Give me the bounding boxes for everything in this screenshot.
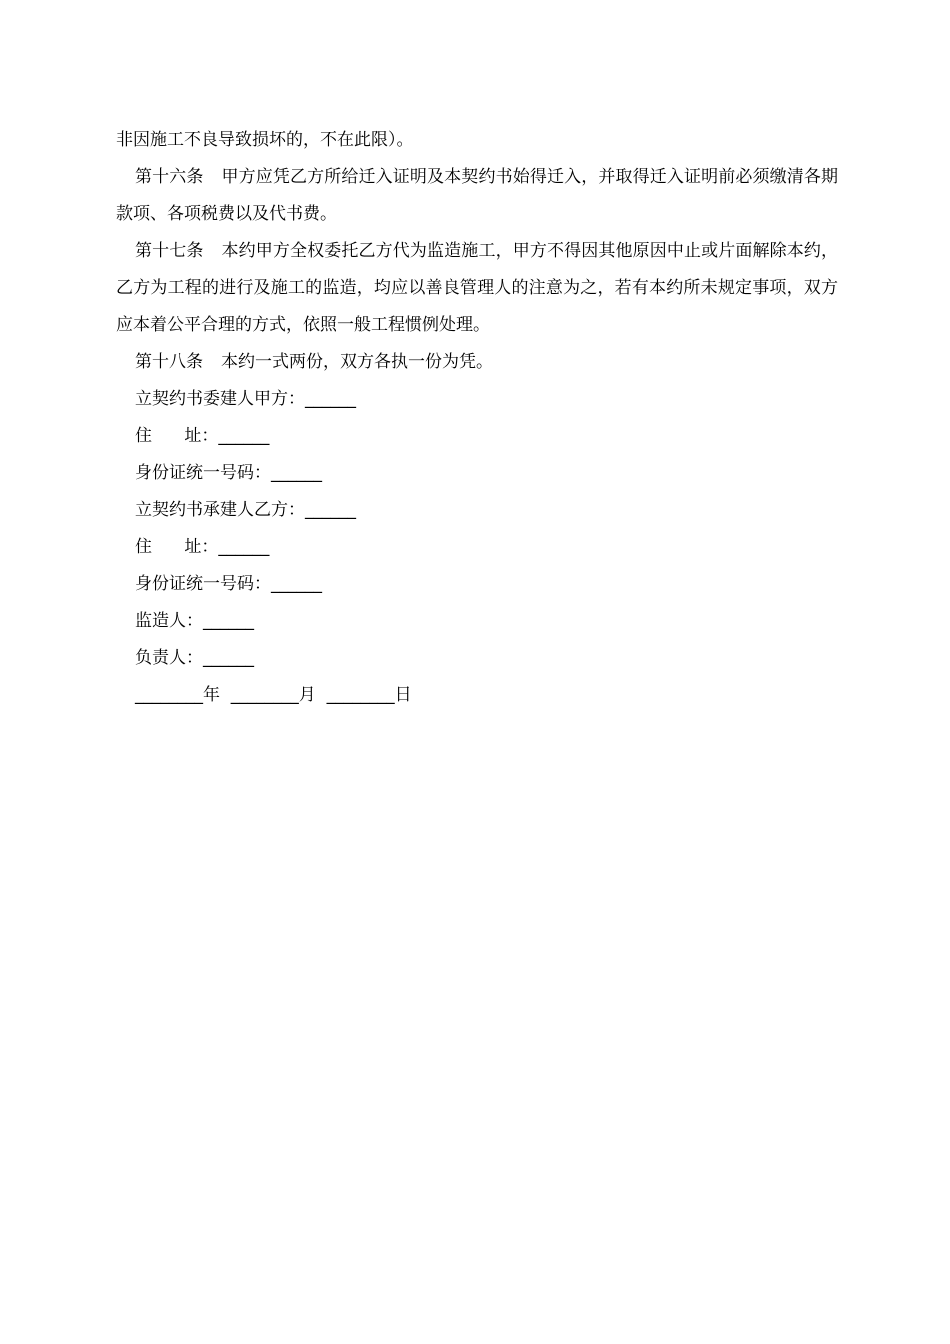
party-a-signature-line: 立契约书委建人甲方：______ (135, 389, 356, 409)
article-17-text: 本约甲方全权委托乙方代为监造施工，甲方不得因其他原因中止或片面解除本约，乙方为工程的进行及施工的监造，均应以善良管理人的注意为之，若有本约所未规定事项，双方应本着公平合理的方式，依照一般工程惯例处理。 (116, 241, 839, 335)
article-18 (116, 344, 838, 381)
article-17-number: 第十七条 (135, 241, 204, 261)
party-b-signature-line: 立契约书承建人乙方：______ (135, 500, 356, 520)
signature-block (116, 381, 838, 714)
contract-body (116, 122, 838, 714)
party-b-id-line: 身份证统一号码：______ (135, 574, 322, 594)
article-16-text: 甲方应凭乙方所给迁入证明及本契约书始得迁入，并取得迁入证明前必须缴清各期款项、各项税费以及代书费。 (116, 167, 839, 224)
party-b-address-line: 住 址：______ (135, 537, 270, 557)
continuation-paragraph: 非因施工不良导致损坏的，不在此限）。 (116, 130, 414, 150)
responsible-person-line: 负责人：______ (135, 648, 254, 668)
party-a-id-line: 身份证统一号码：______ (135, 463, 322, 483)
date-line: ________年 ________月 ________日 (135, 685, 412, 705)
party-a-address-line: 住 址：______ (135, 426, 270, 446)
article-16 (116, 159, 838, 233)
article-16-number: 第十六条 (135, 167, 204, 187)
supervisor-line: 监造人：______ (135, 611, 254, 631)
article-18-number: 第十八条 (135, 352, 203, 372)
article-17 (116, 233, 838, 344)
article-18-text: 本约一式两份，双方各执一份为凭。 (221, 352, 493, 372)
